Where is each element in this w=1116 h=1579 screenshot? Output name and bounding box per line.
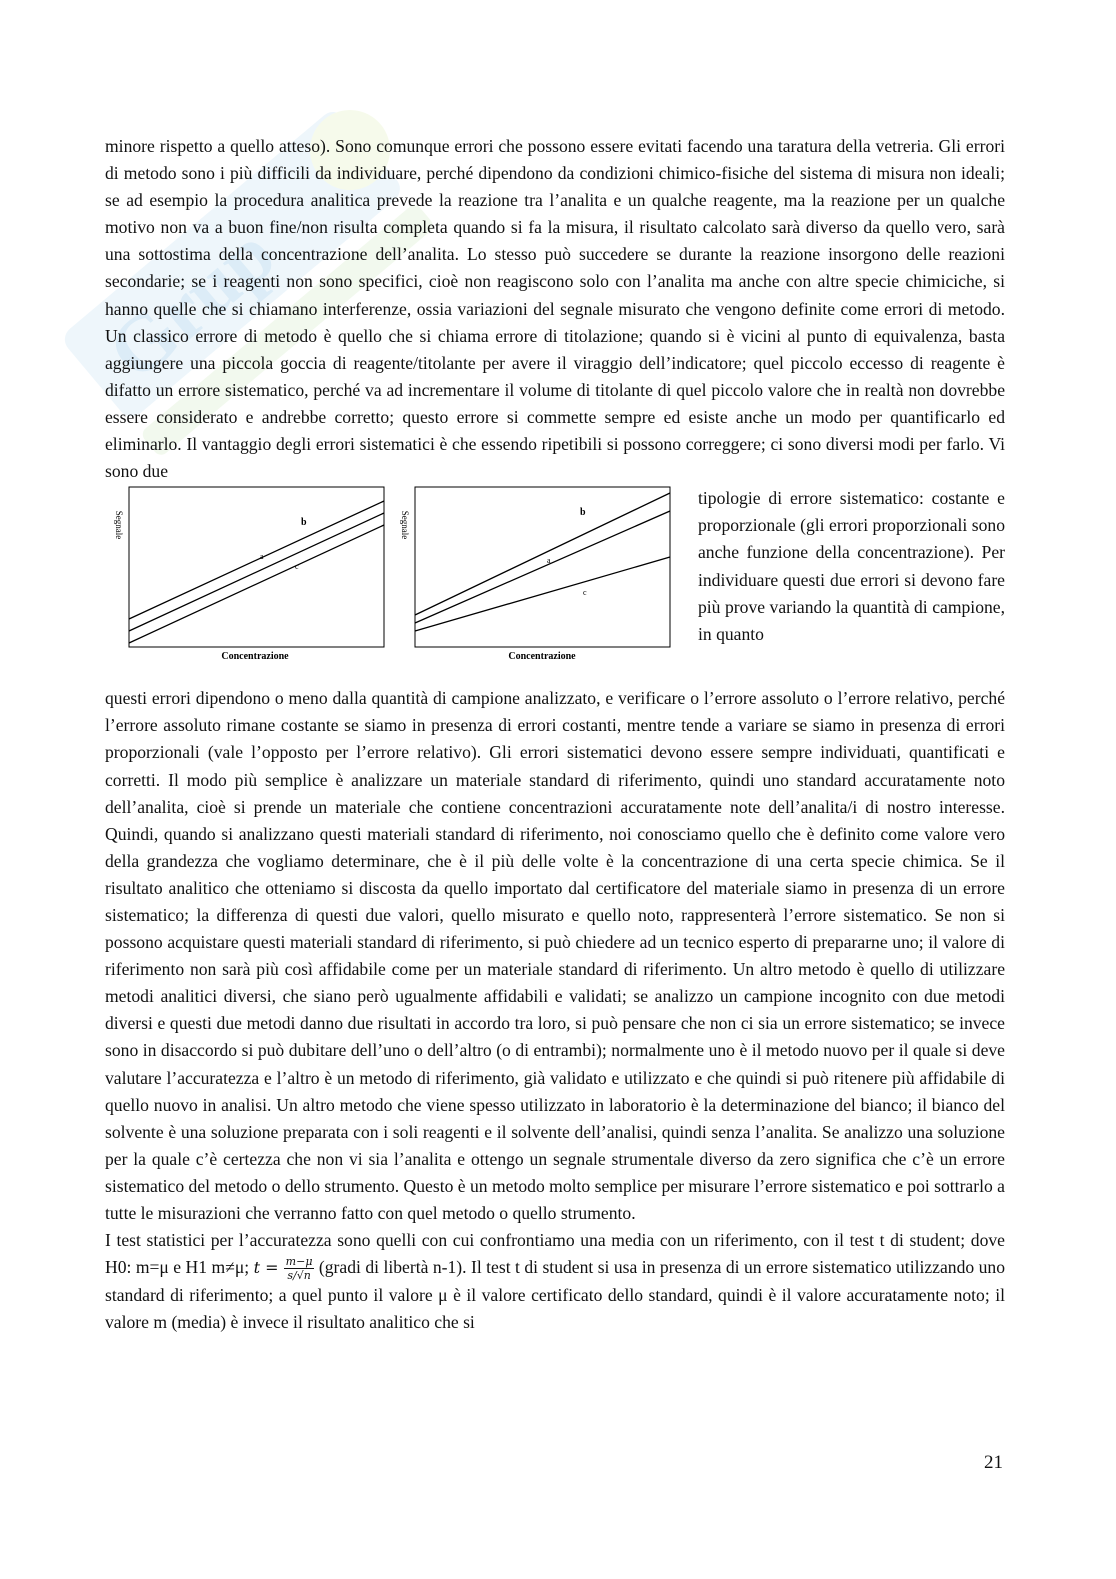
figure-right-label-a: a xyxy=(547,556,551,566)
formula-denominator: s/√n xyxy=(287,1269,311,1283)
figures-svg xyxy=(105,485,690,685)
paragraph-3-before: I test statistici per l’accuratezza sono quelli con cui confrontiamo una media con un riferimento, con il test t di student; dove H0: m=μ e H1 m≠μ; xyxy=(105,1230,1005,1278)
figure-right-label-c: c xyxy=(583,588,587,598)
paragraph-3-after: (gradi di libertà n-1). Il test t di student si usa in presenza di un errore sistematico utilizzando uno standard di riferimento; a quel punto il valore μ è il valore certificato dello standard, quindi è il valore accuratamente noto; il valore m (media) è invece il risultato analitico che si xyxy=(105,1257,1005,1333)
formula-lhs: t = xyxy=(253,1258,279,1278)
figure-right-xlabel: Concentrazione xyxy=(508,651,576,663)
t-test-formula xyxy=(253,1255,315,1283)
figure-row xyxy=(105,485,1005,685)
figure-left xyxy=(114,487,384,662)
figure-left-label-c: c xyxy=(295,562,299,572)
figure-left-xlabel: Concentrazione xyxy=(221,651,289,663)
figure-left-ylabel: Segnale xyxy=(114,510,124,540)
paragraph-1: minore rispetto a quello atteso). Sono comunque errori che possono essere evitati facendo una taratura della vetreria. Gli errori di metodo sono i più difficili da individuare, perché dipendono da condizioni chimico-fisiche del sistema di misura non ideali; se ad esempio la procedura analitica prevede la reazione tra l’analita e un qualche reagente, ma la reazione per un qualche motivo non va a buon fine/non risulta completa quando si fa la misura, il risultato calcolato sarà diverso da quello vero, sarà una sottostima della concentrazione dell’analita. Lo stesso può succedere se durante la reazione insorgono delle reazioni secondarie; se i reagenti non sono specifici, cioè non reagiscono solo con l’analita ma anche con altre specie chimiciche, si hanno quelle che si chiamano interferenze, ossia variazioni del segnale misurato che vengono definite come errori di metodo. Un classico errore di metodo è quello che si chiama errore di titolazione; quando si è vicini al punto di equivalenza, basta aggiungere una piccola goccia di reagente/titolante per avere il viraggio dell’indicatore; quel piccolo eccesso di reagente è difatto un errore sistematico, perché va ad incrementare il volume di titolante di quel piccolo valore che in realtà non dovrebbe essere considerato e andrebbe corretto; questo errore si commette sempre ed esiste anche un modo per quantificarlo ed eliminarlo. Il vantaggio degli errori sistematici è che essendo ripetibili si possono correggere; ci sono diversi modi per farlo. Vi sono due xyxy=(105,136,1005,482)
figure-right-label-b: b xyxy=(580,507,586,519)
page-number: 21 xyxy=(984,1452,1003,1473)
side-text: tipologie di errore sistematico: costante e proporzionale (gli errori proporzionali sono anche funzione della concentrazione). Per individuare questi due errori si devono fare più prove variando la quantità di campione, in quanto xyxy=(698,488,1005,644)
figure-right xyxy=(400,487,670,662)
page-content xyxy=(105,133,1005,1336)
svg-text:Grup: Grup xyxy=(91,209,292,398)
figure-left-label-b: b xyxy=(301,517,307,529)
figure-left-label-a: a xyxy=(260,552,264,562)
paragraph-3 xyxy=(105,1227,1005,1336)
formula-numerator: m−μ xyxy=(285,1255,313,1269)
paragraph-2: questi errori dipendono o meno dalla quantità di campione analizzato, e verificare o l’errore assoluto o l’errore relativo, perché l’errore assoluto rimane costante se siamo in presenza di errori costanti, mentre tende a variare se siamo in presenza di errori proporzionali (vale l’opposto per l’errore relativo). Gli errori sistematici devono essere sempre individuati, quantificati e corretti. Il modo più semplice è analizzare un materiale standard di riferimento, quindi uno standard accuratamente noto dell’analita, cioè si prende un materiale che contiene concentrazioni accuratamente note dell’analita/i di nostro interesse. Quindi, quando si analizzano questi materiali standard di riferimento, noi conosciamo quello che è definito come valore vero della grandezza che vogliamo determinare, che è il più delle volte è la concentrazione di una certa specie chimica. Se il risultato analitico che otteniamo si discosta da quello importato dal certificatore del materiale siamo in presenza di un errore sistematico; la differenza di questi due valori, quello misurato e quello noto, rappresenterà l’errore sistematico. Se non si possono acquistare questi materiali standard di riferimento, si può chiedere ad un tecnico esperto di prepararne uno; il valore di riferimento non sarà più così affidabile come per un materiale standard di riferimento. Un altro metodo è quello di utilizzare metodi analitici diversi, che siano però ugualmente affidabili e validati; se analizzo un campione incognito con due metodi diversi e questi due metodi danno due risultati in accordo tra loro, si può pensare che non ci sia un errore sistematico; se invece sono in disaccordo si può dubitare dell’uno o dell’altro (o di entrambi); normalmente uno è il metodo nuovo per il quale si deve valutare l’accuratezza e l’altro è un metodo di riferimento, già validato e utilizzato e che quindi si può ritenere più affidabile di quello nuovo in analisi. Un altro metodo che viene spesso utilizzato in laboratorio è la determinazione del bianco; il bianco del solvente è una soluzione preparata con i soli reagenti e il solvente dell’analisi, quindi senza l’analita. Se analizzo una soluzione per la quale c’è certezza che non vi sia l’analita e ottengo un segnale strumentale diverso da zero significa che c’è un errore sistematico del metodo o dello strumento. Questo è un metodo molto semplice per misurare l’errore sistematico e poi sottrarlo a tutte le misurazioni che verranno fatto con quel metodo o quello strumento. xyxy=(105,688,1005,1223)
figure-right-ylabel: Segnale xyxy=(400,510,410,540)
